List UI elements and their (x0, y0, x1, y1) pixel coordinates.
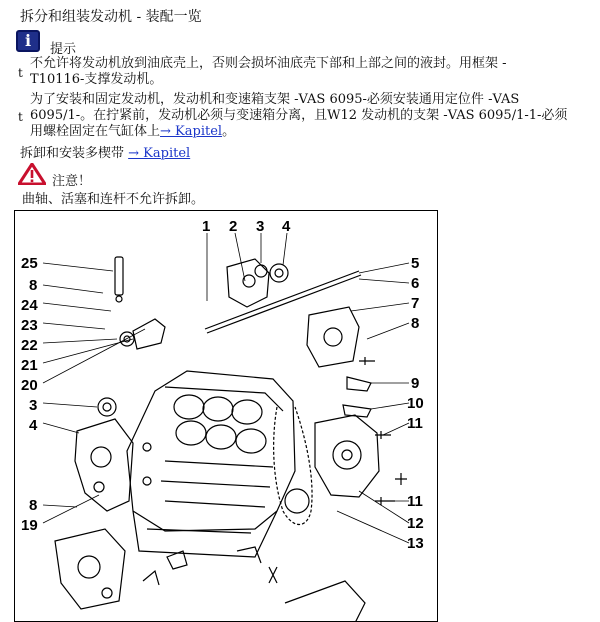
hint-label: 提示 (50, 42, 77, 57)
callout-9: 9 (411, 375, 420, 392)
callout-1: 1 (202, 218, 211, 235)
callout-22: 22 (21, 337, 38, 354)
callout-12: 12 (407, 515, 424, 532)
callout-19: 19 (21, 517, 38, 534)
bullet-marker: t (18, 66, 23, 80)
callout-8-right: 8 (411, 315, 420, 332)
callout-24: 24 (21, 297, 38, 314)
callout-2: 2 (229, 218, 238, 235)
caution-label: 注意！ (52, 174, 92, 189)
warning-icon (18, 163, 46, 185)
callout-11-lower: 11 (407, 493, 423, 510)
callout-5: 5 (411, 255, 420, 272)
callout-3-top: 3 (256, 218, 265, 235)
hint-p2-line3-prefix: 用螺栓固定在气缸体上 (30, 124, 161, 139)
engine-drawing (15, 211, 438, 622)
hint-p1-line2: T10116-支撑发动机。 (30, 72, 163, 87)
callout-6: 6 (411, 275, 420, 292)
belt-text: 拆卸和安装多楔带 (20, 146, 129, 161)
callout-25: 25 (21, 255, 38, 272)
callout-10: 10 (407, 395, 424, 412)
callout-13: 13 (407, 535, 424, 552)
hint-paragraph-2 (30, 92, 567, 140)
engine-exploded-diagram (14, 210, 438, 622)
hint-p2-line2: 6095/1-。在拧紧前，发动机必须与变速箱分离，且W12 发动机的支架 -VAS 6095/1-1-必须 (30, 108, 568, 123)
callout-21: 21 (21, 357, 38, 374)
hint-paragraph-1 (30, 56, 507, 88)
info-icon: i (16, 30, 40, 52)
page-title: 拆分和组装发动机 - 装配一览 (20, 9, 202, 25)
caution-text: 曲轴、活塞和连杆不允许拆卸。 (22, 192, 205, 207)
callout-7: 7 (411, 295, 420, 312)
hint-p2-line3-suffix: 。 (222, 124, 236, 139)
callout-11-upper: 11 (407, 415, 423, 432)
callout-4-top: 4 (282, 218, 291, 235)
bullet-marker: t (18, 110, 23, 124)
belt-section (20, 142, 190, 161)
belt-kapitel-link[interactable]: → Kapitel (128, 146, 191, 161)
hint-p2-line3 (30, 124, 567, 140)
hint-p2-line1: 为了安装和固定发动机，发动机和变速箱支架 -VAS 6095-必须安装通用定位件 -VAS (30, 92, 520, 107)
hint-p1-line1: 不允许将发动机放到油底壳上，否则会损坏油底壳下部和上部之间的液封。用框架 - (30, 56, 507, 71)
callout-4-left: 4 (29, 417, 38, 434)
callout-8-lower: 8 (29, 497, 38, 514)
kapitel-link[interactable]: → Kapitel (160, 124, 223, 139)
callout-8: 8 (29, 277, 38, 294)
callout-23: 23 (21, 317, 38, 334)
callout-3-left: 3 (29, 397, 38, 414)
callout-20: 20 (21, 377, 38, 394)
